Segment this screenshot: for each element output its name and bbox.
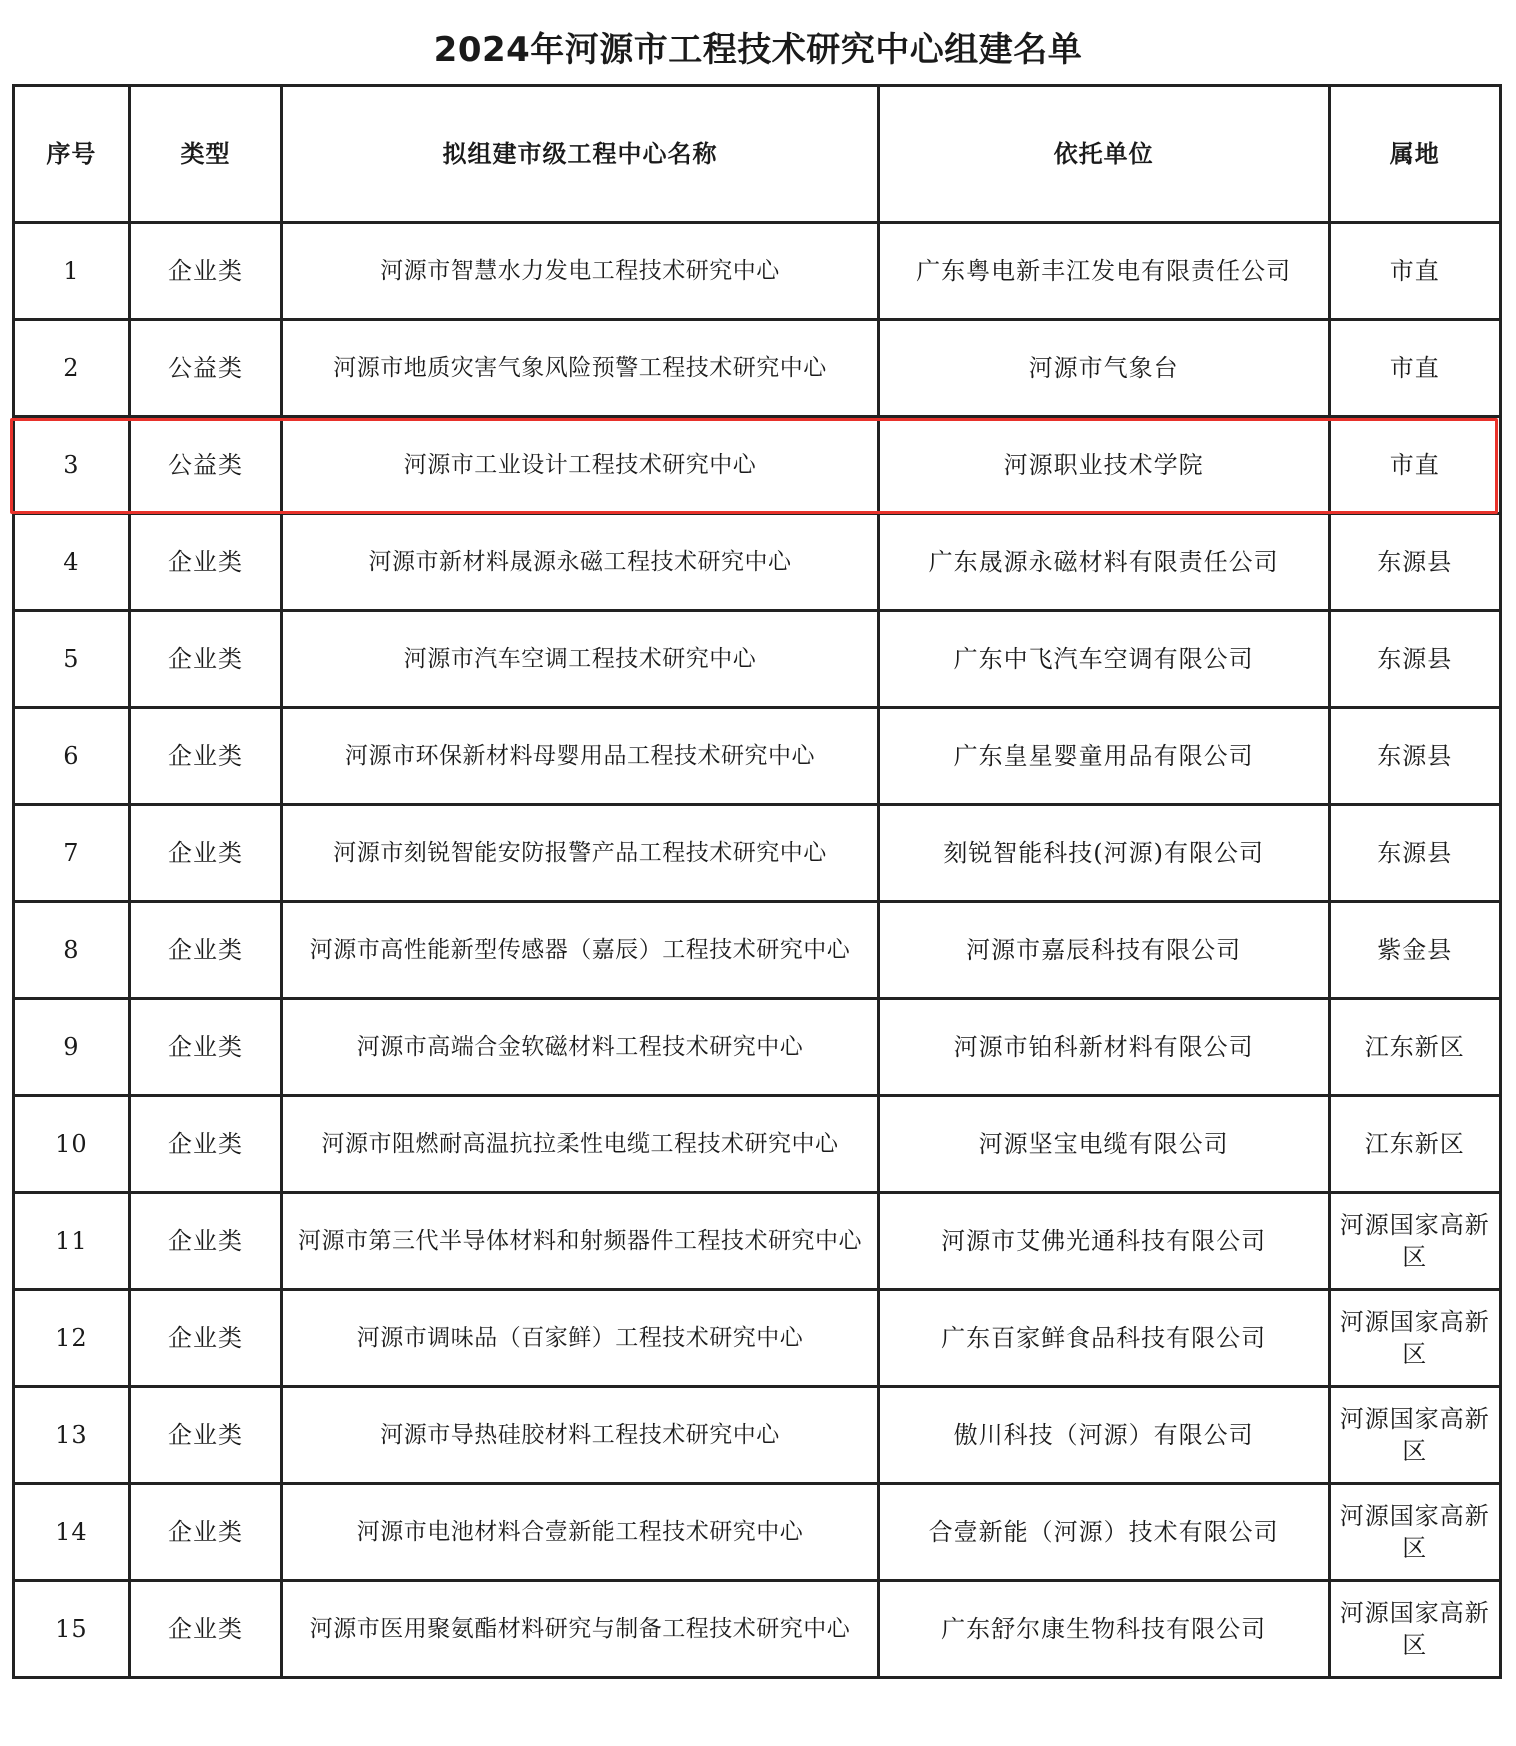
cell-type: 企业类 <box>129 999 281 1096</box>
cell-serial-number: 6 <box>14 708 130 805</box>
header-type: 类型 <box>129 86 281 223</box>
cell-host-unit: 广东晟源永磁材料有限责任公司 <box>878 514 1329 611</box>
header-region: 属地 <box>1329 86 1500 223</box>
cell-center-name: 河源市第三代半导体材料和射频器件工程技术研究中心 <box>282 1193 879 1290</box>
table-row <box>14 999 1501 1096</box>
cell-host-unit: 刻锐智能科技(河源)有限公司 <box>878 805 1329 902</box>
cell-region: 东源县 <box>1329 514 1500 611</box>
cell-region: 江东新区 <box>1329 999 1500 1096</box>
cell-type: 企业类 <box>129 1484 281 1581</box>
cell-host-unit: 河源职业技术学院 <box>878 417 1329 514</box>
cell-center-name: 河源市医用聚氨酯材料研究与制备工程技术研究中心 <box>282 1581 879 1678</box>
cell-center-name: 河源市高端合金软磁材料工程技术研究中心 <box>282 999 879 1096</box>
table-row <box>14 223 1501 320</box>
table-row <box>14 514 1501 611</box>
cell-type: 企业类 <box>129 611 281 708</box>
cell-serial-number: 10 <box>14 1096 130 1193</box>
cell-center-name: 河源市刻锐智能安防报警产品工程技术研究中心 <box>282 805 879 902</box>
cell-region: 河源国家高新区 <box>1329 1193 1500 1290</box>
roster-table <box>12 84 1502 1679</box>
table-row <box>14 1290 1501 1387</box>
header-center-name: 拟组建市级工程中心名称 <box>282 86 879 223</box>
cell-center-name: 河源市环保新材料母婴用品工程技术研究中心 <box>282 708 879 805</box>
cell-region: 河源国家高新区 <box>1329 1581 1500 1678</box>
cell-serial-number: 1 <box>14 223 130 320</box>
cell-host-unit: 合壹新能（河源）技术有限公司 <box>878 1484 1329 1581</box>
cell-region: 江东新区 <box>1329 1096 1500 1193</box>
cell-center-name: 河源市地质灾害气象风险预警工程技术研究中心 <box>282 320 879 417</box>
cell-host-unit: 广东百家鲜食品科技有限公司 <box>878 1290 1329 1387</box>
cell-serial-number: 12 <box>14 1290 130 1387</box>
cell-host-unit: 河源市嘉辰科技有限公司 <box>878 902 1329 999</box>
header-serial-number: 序号 <box>14 86 130 223</box>
cell-region: 紫金县 <box>1329 902 1500 999</box>
cell-type: 企业类 <box>129 805 281 902</box>
table-row <box>14 1193 1501 1290</box>
cell-type: 企业类 <box>129 902 281 999</box>
cell-host-unit: 广东中飞汽车空调有限公司 <box>878 611 1329 708</box>
table-row <box>14 1581 1501 1678</box>
cell-region: 河源国家高新区 <box>1329 1290 1500 1387</box>
table-row <box>14 611 1501 708</box>
table-row <box>14 805 1501 902</box>
cell-host-unit: 河源坚宝电缆有限公司 <box>878 1096 1329 1193</box>
header-host-unit: 依托单位 <box>878 86 1329 223</box>
cell-serial-number: 13 <box>14 1387 130 1484</box>
cell-region: 市直 <box>1329 223 1500 320</box>
table-row <box>14 902 1501 999</box>
cell-host-unit: 河源市艾佛光通科技有限公司 <box>878 1193 1329 1290</box>
cell-serial-number: 4 <box>14 514 130 611</box>
cell-serial-number: 11 <box>14 1193 130 1290</box>
cell-host-unit: 广东舒尔康生物科技有限公司 <box>878 1581 1329 1678</box>
cell-center-name: 河源市阻燃耐高温抗拉柔性电缆工程技术研究中心 <box>282 1096 879 1193</box>
table-row-highlighted <box>14 417 1501 514</box>
cell-center-name: 河源市高性能新型传感器（嘉辰）工程技术研究中心 <box>282 902 879 999</box>
cell-center-name: 河源市调味品（百家鲜）工程技术研究中心 <box>282 1290 879 1387</box>
cell-center-name: 河源市新材料晟源永磁工程技术研究中心 <box>282 514 879 611</box>
cell-center-name: 河源市汽车空调工程技术研究中心 <box>282 611 879 708</box>
cell-type: 企业类 <box>129 223 281 320</box>
cell-serial-number: 14 <box>14 1484 130 1581</box>
cell-serial-number: 9 <box>14 999 130 1096</box>
cell-host-unit: 广东粤电新丰江发电有限责任公司 <box>878 223 1329 320</box>
cell-region: 河源国家高新区 <box>1329 1387 1500 1484</box>
cell-type: 公益类 <box>129 320 281 417</box>
header-row <box>14 86 1501 223</box>
cell-type: 企业类 <box>129 1290 281 1387</box>
cell-type: 企业类 <box>129 514 281 611</box>
cell-type: 企业类 <box>129 1581 281 1678</box>
cell-center-name: 河源市导热硅胶材料工程技术研究中心 <box>282 1387 879 1484</box>
cell-host-unit: 广东皇星婴童用品有限公司 <box>878 708 1329 805</box>
table-row <box>14 1096 1501 1193</box>
table-row <box>14 1387 1501 1484</box>
cell-host-unit: 河源市铂科新材料有限公司 <box>878 999 1329 1096</box>
cell-type: 企业类 <box>129 708 281 805</box>
table-row <box>14 320 1501 417</box>
cell-serial-number: 8 <box>14 902 130 999</box>
cell-serial-number: 7 <box>14 805 130 902</box>
document-title: 2024年河源市工程技术研究中心组建名单 <box>433 30 1083 70</box>
cell-serial-number: 15 <box>14 1581 130 1678</box>
cell-host-unit: 傲川科技（河源）有限公司 <box>878 1387 1329 1484</box>
cell-region: 市直 <box>1329 417 1500 514</box>
cell-serial-number: 2 <box>14 320 130 417</box>
cell-region: 河源国家高新区 <box>1329 1484 1500 1581</box>
cell-serial-number: 5 <box>14 611 130 708</box>
cell-host-unit: 河源市气象台 <box>878 320 1329 417</box>
cell-type: 企业类 <box>129 1193 281 1290</box>
cell-center-name: 河源市智慧水力发电工程技术研究中心 <box>282 223 879 320</box>
cell-region: 市直 <box>1329 320 1500 417</box>
cell-type: 公益类 <box>129 417 281 514</box>
cell-type: 企业类 <box>129 1387 281 1484</box>
cell-region: 东源县 <box>1329 611 1500 708</box>
cell-type: 企业类 <box>129 1096 281 1193</box>
cell-region: 东源县 <box>1329 708 1500 805</box>
table-row <box>14 1484 1501 1581</box>
cell-center-name: 河源市工业设计工程技术研究中心 <box>282 417 879 514</box>
cell-region: 东源县 <box>1329 805 1500 902</box>
cell-center-name: 河源市电池材料合壹新能工程技术研究中心 <box>282 1484 879 1581</box>
table-row <box>14 708 1501 805</box>
cell-serial-number: 3 <box>14 417 130 514</box>
